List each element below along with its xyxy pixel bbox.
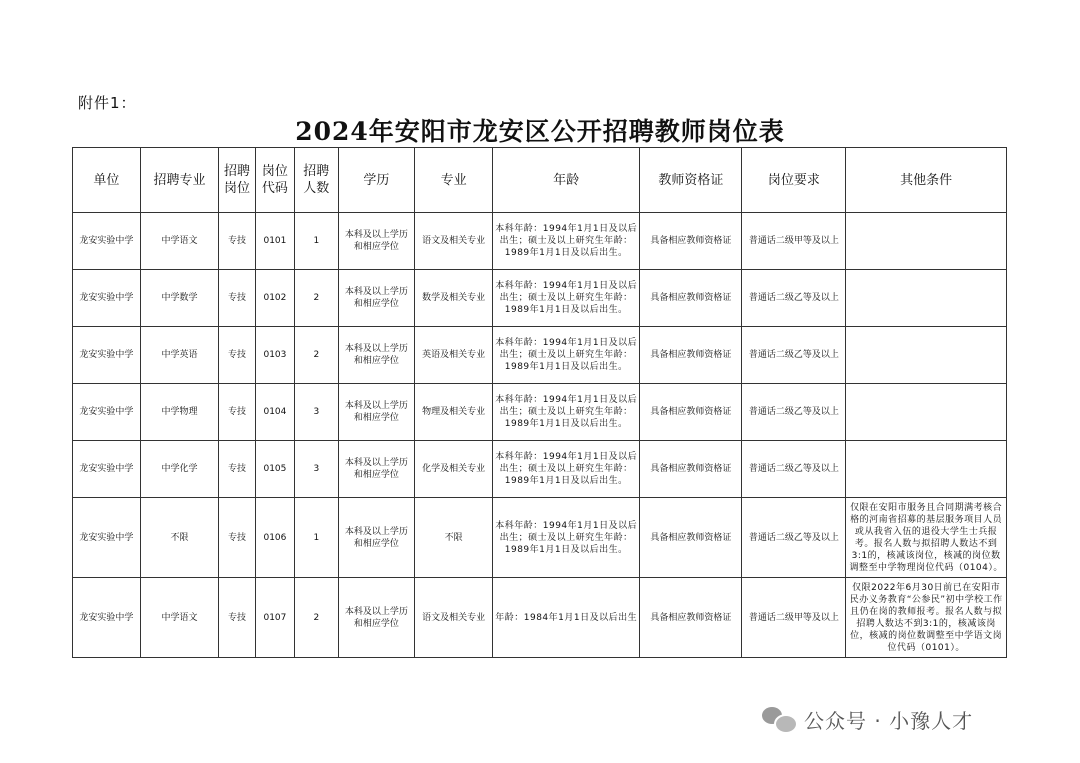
cell-count: 3 xyxy=(295,384,338,441)
cell-major-recruit: 中学数学 xyxy=(140,270,219,327)
cell-post-type: 专技 xyxy=(219,498,255,578)
table-row xyxy=(73,384,1007,441)
header-major: 专业 xyxy=(415,148,493,213)
cell-requirement: 普通话二级乙等及以上 xyxy=(742,270,846,327)
cell-certificate: 具备相应教师资格证 xyxy=(640,327,742,384)
cell-other xyxy=(846,441,1007,498)
cell-count: 2 xyxy=(295,270,338,327)
cell-certificate: 具备相应教师资格证 xyxy=(640,384,742,441)
watermark-text: 公众号 · 小豫人才 xyxy=(804,708,974,733)
cell-unit: 龙安实验中学 xyxy=(73,578,141,658)
table-header-row xyxy=(73,148,1007,213)
table-row xyxy=(73,213,1007,270)
cell-education: 本科及以上学历和相应学位 xyxy=(338,578,415,658)
cell-unit: 龙安实验中学 xyxy=(73,498,141,578)
cell-education: 本科及以上学历和相应学位 xyxy=(338,327,415,384)
cell-major: 语文及相关专业 xyxy=(415,578,493,658)
header-other: 其他条件 xyxy=(846,148,1007,213)
cell-other: 仅限在安阳市服务且合同期满考核合格的河南省招募的基层服务项目人员或从我省入伍的退役大学生士兵报考。报名人数与拟招聘人数达不到3:1的，核减该岗位，核减的岗位数调整至中学物理岗位代码（0104）。 xyxy=(846,498,1007,578)
cell-education: 本科及以上学历和相应学位 xyxy=(338,213,415,270)
cell-major: 语文及相关专业 xyxy=(415,213,493,270)
header-post-type: 招聘岗位 xyxy=(219,148,255,213)
cell-major: 英语及相关专业 xyxy=(415,327,493,384)
cell-certificate: 具备相应教师资格证 xyxy=(640,578,742,658)
cell-major-recruit: 中学语文 xyxy=(140,213,219,270)
cell-unit: 龙安实验中学 xyxy=(73,384,141,441)
cell-post-code: 0105 xyxy=(255,441,294,498)
cell-post-code: 0102 xyxy=(255,270,294,327)
wechat-icon xyxy=(762,705,796,733)
cell-major-recruit: 不限 xyxy=(140,498,219,578)
cell-post-type: 专技 xyxy=(219,441,255,498)
cell-certificate: 具备相应教师资格证 xyxy=(640,213,742,270)
cell-post-code: 0104 xyxy=(255,384,294,441)
cell-major-recruit: 中学物理 xyxy=(140,384,219,441)
cell-major: 物理及相关专业 xyxy=(415,384,493,441)
cell-count: 2 xyxy=(295,327,338,384)
cell-other xyxy=(846,384,1007,441)
cell-certificate: 具备相应教师资格证 xyxy=(640,498,742,578)
cell-other xyxy=(846,270,1007,327)
cell-post-code: 0107 xyxy=(255,578,294,658)
cell-count: 1 xyxy=(295,498,338,578)
cell-major: 数学及相关专业 xyxy=(415,270,493,327)
cell-age: 本科年龄：1994年1月1日及以后出生；硕士及以上研究生年龄：1989年1月1日及以后出生。 xyxy=(492,213,639,270)
header-education: 学历 xyxy=(338,148,415,213)
cell-post-code: 0106 xyxy=(255,498,294,578)
cell-post-type: 专技 xyxy=(219,384,255,441)
cell-unit: 龙安实验中学 xyxy=(73,213,141,270)
table-row xyxy=(73,498,1007,578)
cell-major-recruit: 中学语文 xyxy=(140,578,219,658)
cell-count: 1 xyxy=(295,213,338,270)
cell-post-type: 专技 xyxy=(219,578,255,658)
cell-requirement: 普通话二级乙等及以上 xyxy=(742,384,846,441)
cell-post-type: 专技 xyxy=(219,327,255,384)
cell-education: 本科及以上学历和相应学位 xyxy=(338,498,415,578)
header-post-code: 岗位代码 xyxy=(255,148,294,213)
cell-certificate: 具备相应教师资格证 xyxy=(640,441,742,498)
header-age: 年龄 xyxy=(492,148,639,213)
page-title: 2024年安阳市龙安区公开招聘教师岗位表 xyxy=(295,117,785,146)
header-requirement: 岗位要求 xyxy=(742,148,846,213)
cell-other: 仅限2022年6月30日前已在安阳市民办义务教育“公参民”初中学校工作且仍在岗的教师报考。报名人数与拟招聘人数达不到3:1的，核减该岗位，核减的岗位数调整至中学语文岗位代码（0101）。 xyxy=(846,578,1007,658)
table-row xyxy=(73,327,1007,384)
cell-age: 本科年龄：1994年1月1日及以后出生；硕士及以上研究生年龄：1989年1月1日及以后出生。 xyxy=(492,327,639,384)
cell-post-code: 0101 xyxy=(255,213,294,270)
cell-other xyxy=(846,327,1007,384)
cell-count: 2 xyxy=(295,578,338,658)
header-major-recruit: 招聘专业 xyxy=(140,148,219,213)
cell-age: 本科年龄：1994年1月1日及以后出生；硕士及以上研究生年龄：1989年1月1日及以后出生。 xyxy=(492,270,639,327)
cell-education: 本科及以上学历和相应学位 xyxy=(338,270,415,327)
cell-unit: 龙安实验中学 xyxy=(73,327,141,384)
cell-other xyxy=(846,213,1007,270)
cell-requirement: 普通话二级甲等及以上 xyxy=(742,213,846,270)
cell-unit: 龙安实验中学 xyxy=(73,441,141,498)
table-row xyxy=(73,441,1007,498)
table-row xyxy=(73,270,1007,327)
cell-major-recruit: 中学化学 xyxy=(140,441,219,498)
cell-requirement: 普通话二级甲等及以上 xyxy=(742,578,846,658)
cell-requirement: 普通话二级乙等及以上 xyxy=(742,327,846,384)
cell-education: 本科及以上学历和相应学位 xyxy=(338,441,415,498)
cell-requirement: 普通话二级乙等及以上 xyxy=(742,498,846,578)
cell-age: 本科年龄：1994年1月1日及以后出生；硕士及以上研究生年龄：1989年1月1日及以后出生。 xyxy=(492,384,639,441)
cell-unit: 龙安实验中学 xyxy=(73,270,141,327)
header-unit: 单位 xyxy=(73,148,141,213)
cell-post-type: 专技 xyxy=(219,213,255,270)
cell-education: 本科及以上学历和相应学位 xyxy=(338,384,415,441)
header-certificate: 教师资格证 xyxy=(640,148,742,213)
cell-age: 年龄：1984年1月1日及以后出生 xyxy=(492,578,639,658)
table-row xyxy=(73,578,1007,658)
recruitment-table xyxy=(72,147,1007,658)
attachment-label: 附件1： xyxy=(78,94,137,112)
cell-age: 本科年龄：1994年1月1日及以后出生；硕士及以上研究生年龄：1989年1月1日及以后出生。 xyxy=(492,441,639,498)
watermark xyxy=(762,701,973,737)
cell-major: 不限 xyxy=(415,498,493,578)
cell-requirement: 普通话二级乙等及以上 xyxy=(742,441,846,498)
cell-count: 3 xyxy=(295,441,338,498)
cell-age: 本科年龄：1994年1月1日及以后出生；硕士及以上研究生年龄：1989年1月1日及以后出生。 xyxy=(492,498,639,578)
cell-post-type: 专技 xyxy=(219,270,255,327)
cell-major-recruit: 中学英语 xyxy=(140,327,219,384)
cell-major: 化学及相关专业 xyxy=(415,441,493,498)
cell-certificate: 具备相应教师资格证 xyxy=(640,270,742,327)
cell-post-code: 0103 xyxy=(255,327,294,384)
header-count: 招聘人数 xyxy=(295,148,338,213)
